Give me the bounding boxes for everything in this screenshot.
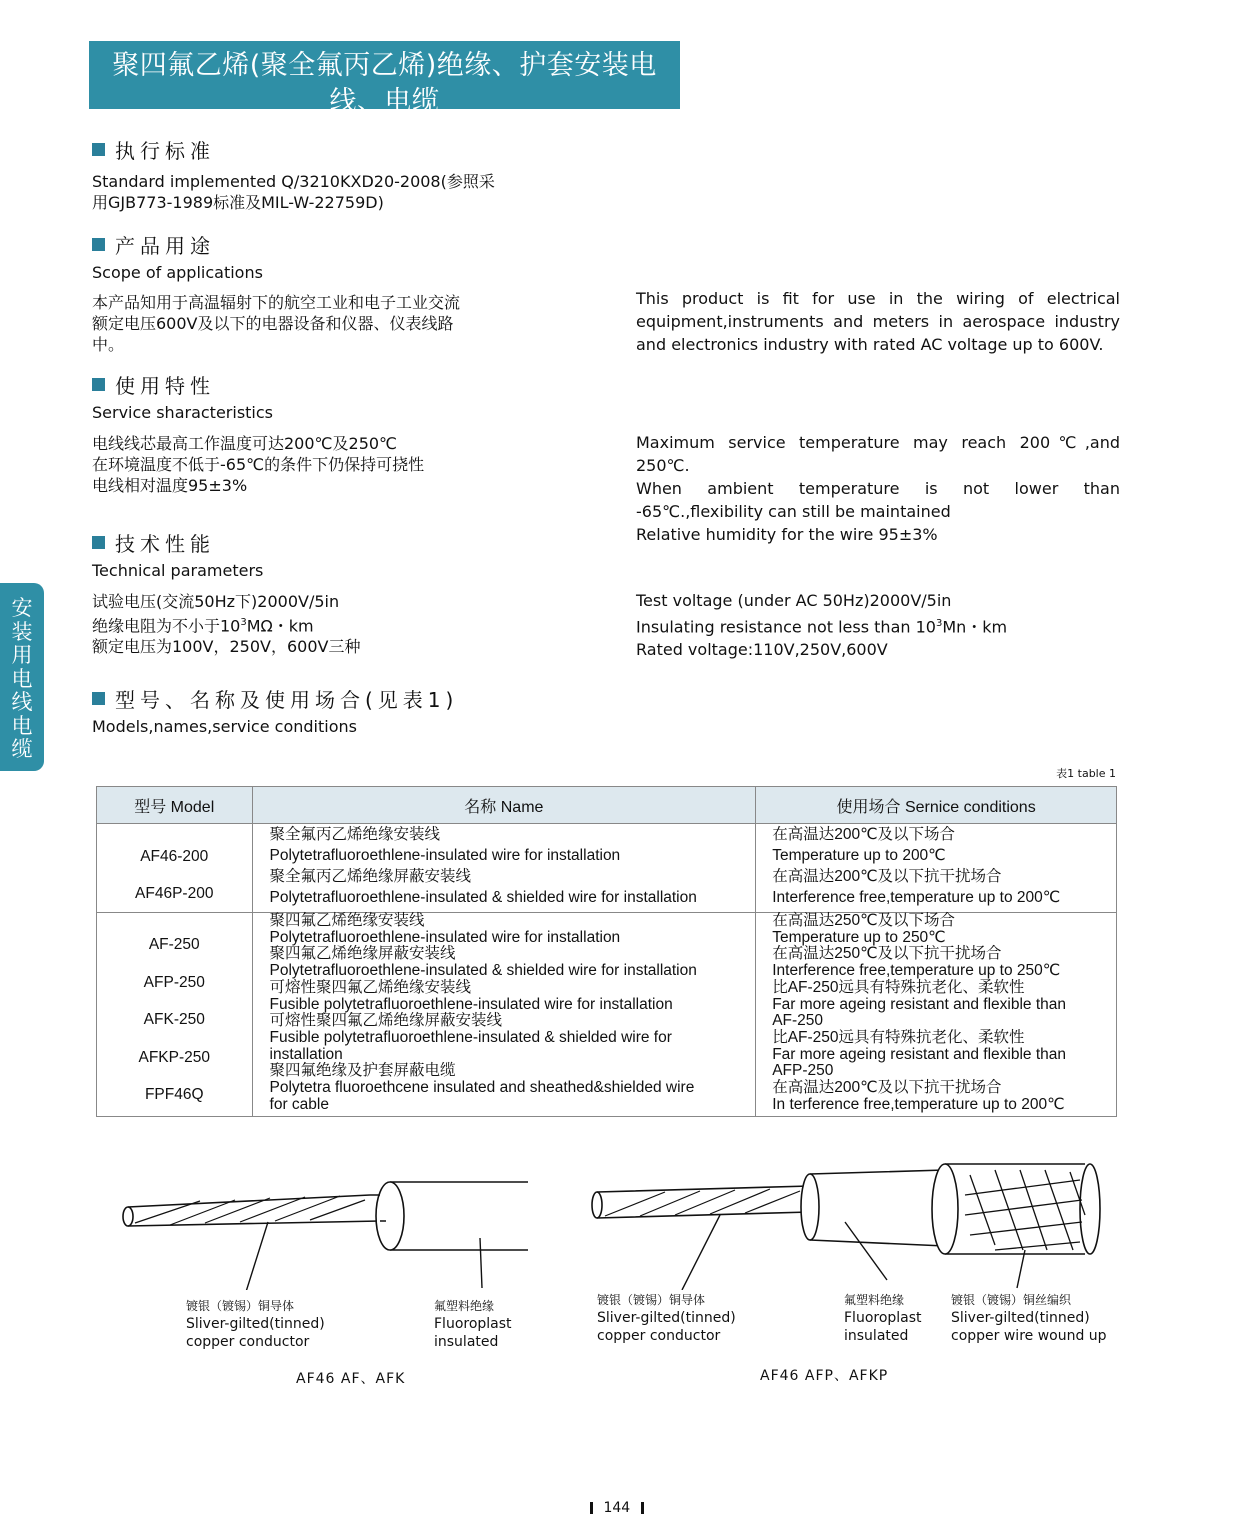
wire-diagram-af46-shielded xyxy=(585,1150,1115,1290)
condition-line: In terference free,temperature up to 200℃ xyxy=(772,1095,1065,1113)
service-subheading: Service sharacteristics xyxy=(92,403,274,422)
model-cell xyxy=(97,824,253,913)
name-line: Polytetrafluoroethlene-insulated wire for installation xyxy=(269,847,621,864)
side-category-tab xyxy=(0,583,44,771)
section-heading-models: 型号、名称及使用场合(见表1) xyxy=(92,684,458,713)
models-table xyxy=(96,786,1117,1117)
condition-line: 在高温达200℃及以下场合 xyxy=(772,826,955,843)
model-code: AF46P-200 xyxy=(135,885,214,902)
model-code: AF-250 xyxy=(148,936,200,953)
page-number: 144 xyxy=(590,1500,644,1516)
condition-line: 比AF-250远具有特殊抗老化、柔软性 xyxy=(772,978,1025,996)
condition-line: Temperature up to 250℃ xyxy=(772,928,946,946)
name-line: Polytetrafluoroethlene-insulated wire for installation xyxy=(269,928,621,946)
side-tab-char: 电 xyxy=(11,713,33,738)
section-heading-technical: 技术性能 xyxy=(92,528,215,557)
side-tab-char: 装 xyxy=(11,619,33,644)
label-insulation-right: 氟塑料绝缘 Fluoroplast insulated xyxy=(844,1293,922,1344)
condition-line: Interference free,temperature up to 200℃ xyxy=(772,889,1061,906)
service-cn: 电线线芯最高工作温度可达200℃及250℃ 在环境温度不低于-65℃的条件下仍保持可挠性 电线相对温度95±3% xyxy=(92,434,425,495)
name-line: 聚四氟绝缘及护套屏蔽电缆 xyxy=(269,1062,456,1080)
section-heading-service: 使用特性 xyxy=(92,370,215,399)
model-code: AFKP-250 xyxy=(138,1048,211,1066)
page-number-bar-left xyxy=(590,1502,593,1514)
name-line: Polytetra fluoroethcene insulated and sheathed&shielded wire xyxy=(269,1079,695,1097)
conditions-cell xyxy=(756,913,1117,1117)
label-braid-right: 镀银（镀锡）铜丝编织 Sliver-gilted(tinned) copper wire wound up xyxy=(951,1293,1107,1344)
name-line: Polytetrafluoroethlene-insulated & shielded wire for installation xyxy=(269,889,697,906)
condition-line: 在高温达250℃及以下场合 xyxy=(772,912,955,929)
diagram-caption-right: AF46 AFP、AFKP xyxy=(760,1368,889,1384)
service-en: Maximum service temperature may reach 200℃,and 250℃. When ambient temperature is not lower than -65℃.,flexibility can still be maintained Relative humidity for the wire 95±3% xyxy=(636,433,1120,544)
condition-line: Interference free,temperature up to 250℃ xyxy=(772,962,1061,980)
side-tab-char: 用 xyxy=(11,643,33,667)
section-heading-standard: 执行标准 xyxy=(92,135,215,164)
condition-line: 在高温达200℃及以下抗干扰场合 xyxy=(772,868,1002,885)
name-line: installation xyxy=(269,1045,343,1063)
wire-diagram-af46 xyxy=(110,1170,540,1290)
name-cell xyxy=(252,824,756,913)
side-tab-char: 线 xyxy=(11,690,33,714)
header-conditions: 使用场合 Sernice conditions xyxy=(756,787,1117,824)
condition-line: 在高温达200℃及以下抗干扰场合 xyxy=(772,1079,1002,1097)
condition-line: AF-250 xyxy=(772,1012,824,1030)
title-banner xyxy=(89,41,680,135)
square-bullet-icon xyxy=(92,238,105,251)
condition-line: 比AF-250远具有特殊抗老化、柔软性 xyxy=(772,1028,1025,1046)
standard-text: Standard implemented Q/3210KXD20-2008(参照采 用GJB773-1989标准及MIL-W-22759D) xyxy=(92,172,495,212)
table-caption: 表1 table 1 xyxy=(1056,767,1116,780)
conditions-cell xyxy=(756,824,1117,913)
name-line: Polytetrafluoroethlene-insulated & shielded wire for installation xyxy=(269,962,697,980)
model-code: FPF46Q xyxy=(144,1086,204,1103)
square-bullet-icon xyxy=(92,143,105,156)
technical-en: Test voltage (under AC 50Hz)2000V/5in Insulating resistance not less than $10^3Mn$・km Rated voltage:110V,250V,600V xyxy=(636,591,1008,660)
model-cell xyxy=(97,913,253,1117)
header-model: 型号 Model xyxy=(97,787,253,824)
side-tab-char: 电 xyxy=(11,666,33,691)
name-cell xyxy=(252,913,756,1117)
name-line: for cable xyxy=(269,1095,329,1113)
condition-line: Far more ageing resistant and flexible than xyxy=(772,1045,1067,1063)
name-line: Fusible polytetrafluoroethlene-insulated & shielded wire for xyxy=(269,1028,672,1046)
table-header-row xyxy=(97,787,1117,824)
model-code: AFP-250 xyxy=(143,973,205,991)
label-conductor-right: 镀银（镀锡）铜导体 Sliver-gilted(tinned) copper conductor xyxy=(597,1293,736,1344)
diagram-caption-left: AF46 AF、AFK xyxy=(296,1371,406,1387)
table-row xyxy=(97,913,1117,1117)
section-heading-applications: 产品用途 xyxy=(92,230,215,259)
table-row xyxy=(97,824,1117,913)
technical-subheading: Technical parameters xyxy=(92,561,264,580)
condition-line: AFP-250 xyxy=(772,1062,834,1080)
header-name: 名称 Name xyxy=(252,787,756,824)
side-tab-char: 缆 xyxy=(11,737,33,761)
condition-line: Far more ageing resistant and flexible than xyxy=(772,995,1067,1013)
name-line: 可熔性聚四氟乙烯绝缘安装线 xyxy=(269,978,472,996)
models-subheading: Models,names,service conditions xyxy=(92,717,357,736)
page-number-bar-right xyxy=(641,1502,644,1514)
condition-line: Temperature up to 200℃ xyxy=(772,847,946,864)
label-insulation-left: 氟塑料绝缘 Fluoroplast insulated xyxy=(434,1299,512,1350)
square-bullet-icon xyxy=(92,692,105,705)
square-bullet-icon xyxy=(92,536,105,549)
applications-cn: 本产品知用于高温辐射下的航空工业和电子工业交流 额定电压600V及以下的电器设备和仪器、仪表线路 中。 xyxy=(92,293,461,354)
name-line: 聚全氟丙乙烯绝缘屏蔽安装线 xyxy=(269,868,472,885)
model-code: AF46-200 xyxy=(140,848,209,865)
name-line: 聚四氟乙烯绝缘屏蔽安装线 xyxy=(269,945,456,963)
name-line: 聚四氟乙烯绝缘安装线 xyxy=(269,912,425,929)
title-cn: 聚四氟乙烯(聚全氟丙乙烯)绝缘、护套安装电线、电缆 xyxy=(112,50,657,117)
technical-cn: 试验电压(交流50Hz下)2000V/5in 绝缘电阻为不小于$10^3M\Omega$・km 额定电压为100V，250V，600V三种 xyxy=(92,592,361,657)
model-code: AFK-250 xyxy=(143,1011,205,1028)
applications-en: This product is fit for use in the wiring of electrical equipment,instruments and meters in aerospace industry and electronics industry with rated AC voltage up to 600V. xyxy=(636,289,1120,354)
name-line: 聚全氟丙乙烯绝缘安装线 xyxy=(269,826,441,843)
condition-line: 在高温达250℃及以下抗干扰场合 xyxy=(772,945,1002,963)
applications-subheading: Scope of applications xyxy=(92,263,263,282)
side-tab-char: 安 xyxy=(11,596,33,620)
name-line: Fusible polytetrafluoroethlene-insulated wire for installation xyxy=(269,995,673,1013)
label-conductor-left: 镀银（镀锡）铜导体 Sliver-gilted(tinned) copper conductor xyxy=(186,1299,325,1350)
title-en: Polyperfluoroethylene insulated wires for general use in aerospace xyxy=(198,120,571,135)
square-bullet-icon xyxy=(92,378,105,391)
name-line: 可熔性聚四氟乙烯绝缘屏蔽安装线 xyxy=(269,1012,503,1030)
